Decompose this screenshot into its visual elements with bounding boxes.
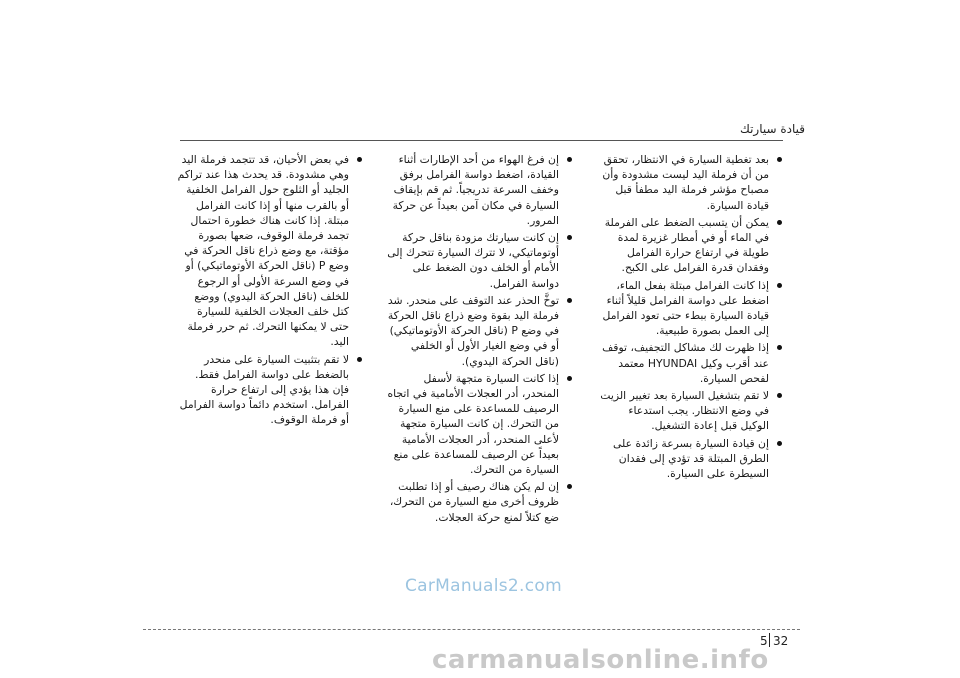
bullet-icon <box>567 484 572 489</box>
bullet-icon <box>567 298 572 303</box>
bullet-item <box>177 152 362 350</box>
bullet-item <box>597 388 782 434</box>
bullet-text: لا تقم بتشغيل السيارة بعد تغيير الزيت في وضع الانتظار. يجب استدعاء الوكيل قبل إعادة التشغيل. <box>600 389 769 433</box>
bullet-item <box>597 215 782 276</box>
bullet-item <box>597 340 782 386</box>
bullet-text: إن فرغ الهواء من أحد الإطارات أثناء القيادة، اضغط دواسة الفرامل برفق وخفف السرعة تدريجياً. ثم قم بإيقاف السيارة في مكان آمن بعيداً عن حركة المرور. <box>392 153 559 227</box>
column-right <box>597 152 782 483</box>
bullet-text: إذا كانت الفرامل مبتلة بفعل الماء، اضغط على دواسة الفرامل قليلاً أثناء قيادة السيارة ببطء حتى تعود الفرامل إلى العمل بصورة طبيعية. <box>602 278 769 338</box>
bullet-icon <box>777 345 782 350</box>
page-number: 32 <box>773 634 789 648</box>
page-number-separator <box>769 633 770 647</box>
bullet-icon <box>777 220 782 225</box>
bullet-text: إن لم يكن هناك رصيف أو إذا تطلبت ظروف أخرى منع السيارة من التحرك، ضع كتلاً لمنع حركة العجلات. <box>389 480 559 524</box>
bullet-text: إن كانت سيارتك مزودة بناقل حركة أوتوماتيكي، لا تترك السيارة تتحرك إلى الأمام أو الخلف دون الضغط على دواسة الفرامل. <box>387 231 559 290</box>
bullet-text: إذا كانت السيارة متجهة لأسفل المنحدر، أدر العجلات الأمامية في اتجاه الرصيف للمساعدة على منع السيارة من التحرك. إن كانت السيارة متجهة لأعلى المنحدر، أدر العجلات الأمامية بعيداً عن الرصيف للمساعدة على منع السيارة من التحرك. <box>387 371 559 477</box>
bullet-icon <box>777 393 782 398</box>
bullet-icon <box>567 376 572 381</box>
bullet-icon <box>777 157 782 162</box>
watermark-large: carmanualsonline.info <box>432 645 769 675</box>
bullet-icon <box>777 441 782 446</box>
footer-rule <box>143 629 800 630</box>
bullet-item <box>387 293 572 369</box>
bullet-icon <box>567 235 572 240</box>
bullet-text: في بعض الأحيان، قد تتجمد فرملة اليد وهي مشدودة. قد يحدث هذا عند تراكم الجليد أو الثلوج حول الفرامل الخلفية أو بالقرب منها أو إذا كانت الفرامل مبتلة. إذا كانت هناك خطورة احتمال تجمد فرملة الوقوف، ضعها بصورة مؤقتة، مع وضع ذراع ناقل الحركة في وضع P (ناقل الحركة الأوتوماتيكي) أو في وضع السرعة الأولى أو الرجوع للخلف (ناقل الحركة اليدوي) ووضع كتل خلف العجلات الخلفية للسيارة حتى لا يمكنها التحرك. ثم حرر فرملة اليد. <box>177 153 349 349</box>
bullet-item <box>387 371 572 477</box>
bullet-text: يمكن أن يتسبب الضغط على الفرملة في الماء أو في أمطار غزيرة لمدة طويلة في ارتفاع حرارة الفرامل وفقدان قدرة الفرامل على الكبح. <box>604 215 769 275</box>
bullet-icon <box>777 283 782 288</box>
section-title: قيادة سيارتك <box>739 122 805 136</box>
bullet-item <box>597 436 782 482</box>
column-left <box>177 152 362 430</box>
bullet-icon <box>357 357 362 362</box>
bullet-item <box>387 152 572 228</box>
bullet-text: لا تقم بتثبيت السيارة على منحدر بالضغط على دواسة الفرامل فقط. فإن هذا يؤدي إلى ارتفاع حرارة الفرامل. استخدم دائماً دواسة الفرامل أو فرملة الوقوف. <box>179 352 349 427</box>
header-rule <box>180 140 783 141</box>
chapter-number: 5 <box>760 634 768 648</box>
bullet-text: إن قيادة السيارة بسرعة زائدة على الطرق المبتلة قد تؤدي إلى فقدان السيطرة على السيارة. <box>613 436 769 481</box>
bullet-text: توخَّ الحذر عند التوقف على منحدر. شد فرملة اليد بقوة وضع ذراع ناقل الحركة في وضع P (ناقل الحركة الأوتوماتيكي) أو في وضع الغيار الأول أو الخلفي (ناقل الحركة اليدوي). <box>387 293 559 368</box>
bullet-icon <box>567 157 572 162</box>
bullet-item <box>177 352 362 428</box>
bullet-item <box>597 278 782 339</box>
column-middle <box>387 152 572 527</box>
bullet-icon <box>357 157 362 162</box>
bullet-text: إذا ظهرت لك مشاكل التجفيف، توقف عند أقرب وكيل HYUNDAI معتمد لفحص السيارة. <box>602 341 769 385</box>
bullet-item <box>387 479 572 525</box>
bullet-item <box>597 152 782 213</box>
watermark-small: CarManuals2.com <box>405 576 562 596</box>
bullet-item <box>387 230 572 291</box>
bullet-text: بعد تغطية السيارة في الانتظار، تحقق من أن فرملة اليد ليست مشدودة وأن مصباح مؤشر فرملة اليد مطفأ قبل قيادة السيارة. <box>602 153 769 212</box>
